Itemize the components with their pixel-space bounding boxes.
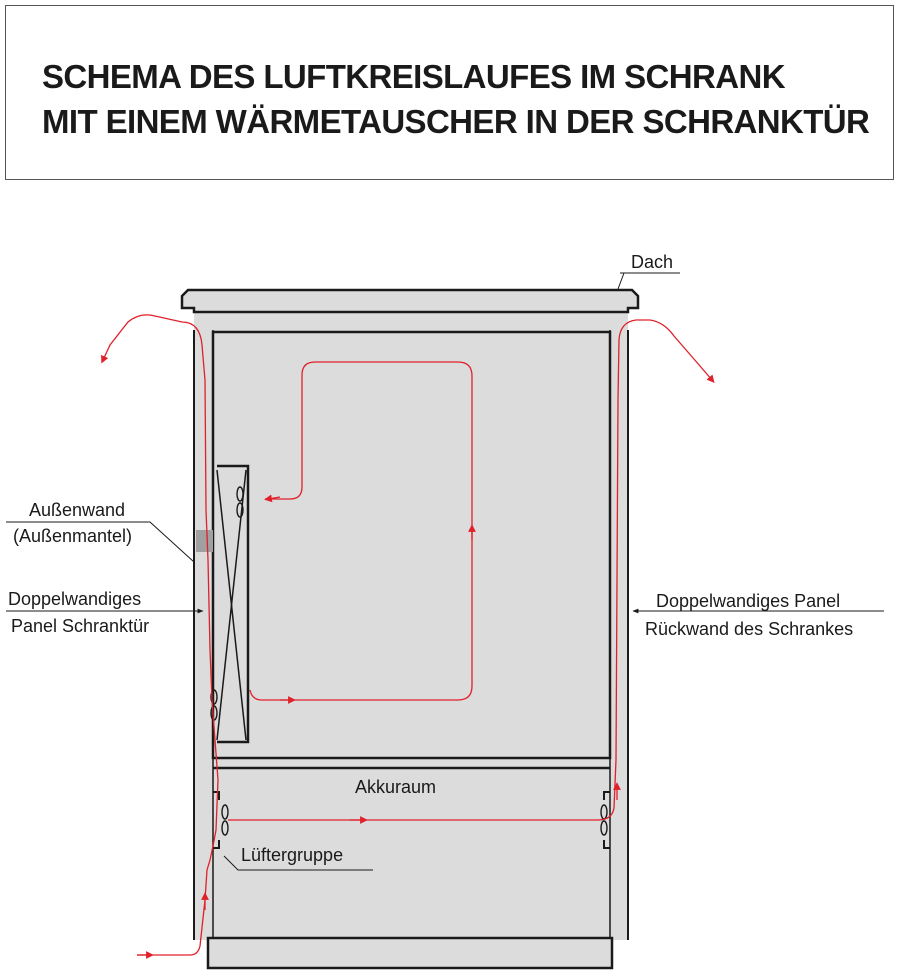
label-dach: Dach xyxy=(631,252,674,272)
label-aussenwand: Außenwand xyxy=(29,500,126,520)
cabinet xyxy=(182,290,638,968)
leader-dach xyxy=(618,273,680,289)
label-akkuraum: Akkuraum xyxy=(355,777,437,797)
label-luftergruppe: Lüftergruppe xyxy=(241,845,344,865)
label-door-panel-1: Doppelwandiges xyxy=(8,589,142,609)
base-plinth xyxy=(208,938,612,968)
title-line-1: SCHEMA DES LUFTKREISLAUFES IM SCHRANK xyxy=(42,58,785,95)
roof xyxy=(182,290,638,312)
label-back-panel-2: Rückwand des Schrankes xyxy=(645,619,854,639)
label-back-panel-1: Doppelwandiges Panel xyxy=(656,591,841,611)
door-panel-mark xyxy=(196,530,213,552)
label-aussenmantel: (Außenmantel) xyxy=(13,526,133,546)
label-door-panel-2: Panel Schranktür xyxy=(11,616,150,636)
title-line-2: MIT EINEM WÄRMETAUSCHER IN DER SCHRANKTÜR xyxy=(42,103,870,140)
